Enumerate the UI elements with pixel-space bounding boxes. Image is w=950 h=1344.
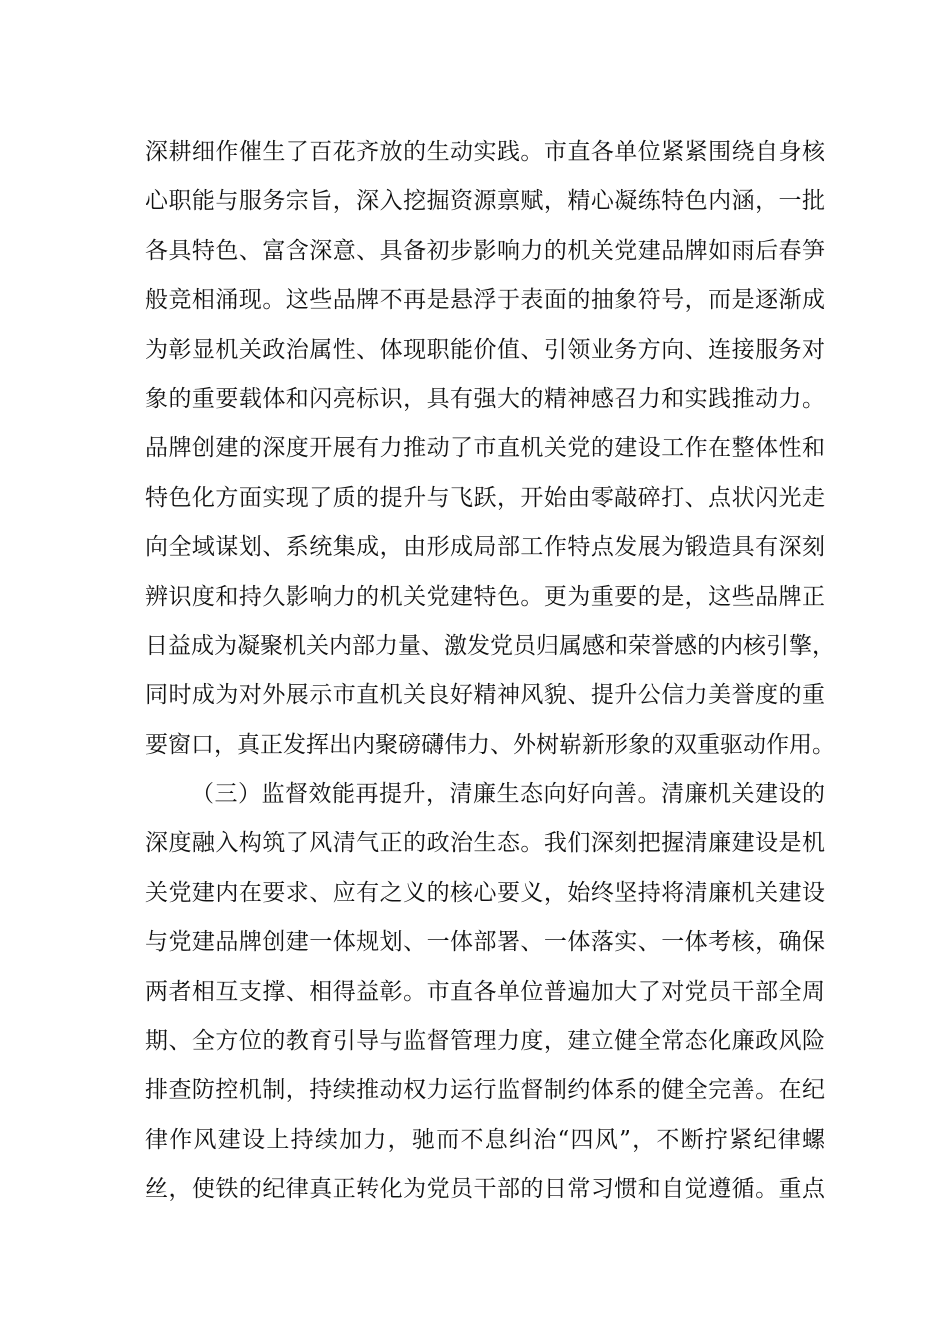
text-line: 向全域谋划、系统集成，由形成局部工作特点发展为锻造具有深刻 (145, 534, 825, 561)
text-line: 同时成为对外展示市直机关良好精神风貌、提升公信力美誉度的重 (145, 682, 825, 709)
body-text (145, 128, 835, 1215)
text-line: 排查防控机制，持续推动权力运行监督制约体系的健全完善。在纪 (145, 1077, 825, 1104)
text-line: 关党建内在要求、应有之义的核心要义，始终坚持将清廉机关建设 (145, 879, 825, 906)
text-line: 与党建品牌创建一体规划、一体部署、一体落实、一体考核，确保 (145, 929, 825, 956)
text-line: 特色化方面实现了质的提升与飞跃，开始由零敲碎打、点状闪光走 (145, 484, 825, 511)
text-line: 深耕细作催生了百花齐放的生动实践。市直各单位紧紧围绕自身核 (145, 139, 825, 165)
text-line: 辨识度和持久影响力的机关党建特色。更为重要的是，这些品牌正 (145, 583, 825, 610)
text-line: 心职能与服务宗旨，深入挖掘资源禀赋，精心凝练特色内涵，一批 (145, 188, 825, 215)
text-line: 各具特色、富含深意、具备初步影响力的机关党建品牌如雨后春笋 (145, 237, 825, 264)
text-line: 为彰显机关政治属性、体现职能价值、引领业务方向、连接服务对 (145, 336, 825, 363)
text-line: 要窗口，真正发挥出内聚磅礴伟力、外树崭新形象的双重驱动作用。 (145, 731, 835, 758)
text-line: 般竞相涌现。这些品牌不再是悬浮于表面的抽象符号，而是逐渐成 (145, 287, 825, 314)
text-line: 丝，使铁的纪律真正转化为党员干部的日常习惯和自觉遵循。重点 (145, 1176, 825, 1203)
text-line: 象的重要载体和闪亮标识，具有强大的精神感召力和实践推动力。 (145, 385, 825, 412)
text-line: 律作风建设上持续加力，驰而不息纠治“四风”，不断拧紧纪律螺 (145, 1126, 825, 1153)
text-line: 期、全方位的教育引导与监督管理力度，建立健全常态化廉政风险 (145, 1028, 825, 1055)
paragraph-heading-line: （三）监督效能再提升，清廉生态向好向善。清廉机关建设的 (191, 781, 825, 808)
text-line: 品牌创建的深度开展有力推动了市直机关党的建设工作在整体性和 (145, 435, 825, 462)
text-line: 深度融入构筑了风清气正的政治生态。我们深刻把握清廉建设是机 (145, 830, 825, 857)
text-line: 两者相互支撑、相得益彰。市直各单位普遍加大了对党员干部全周 (145, 978, 825, 1005)
text-line: 日益成为凝聚机关内部力量、激发党员归属感和荣誉感的内核引擎， (145, 632, 835, 659)
